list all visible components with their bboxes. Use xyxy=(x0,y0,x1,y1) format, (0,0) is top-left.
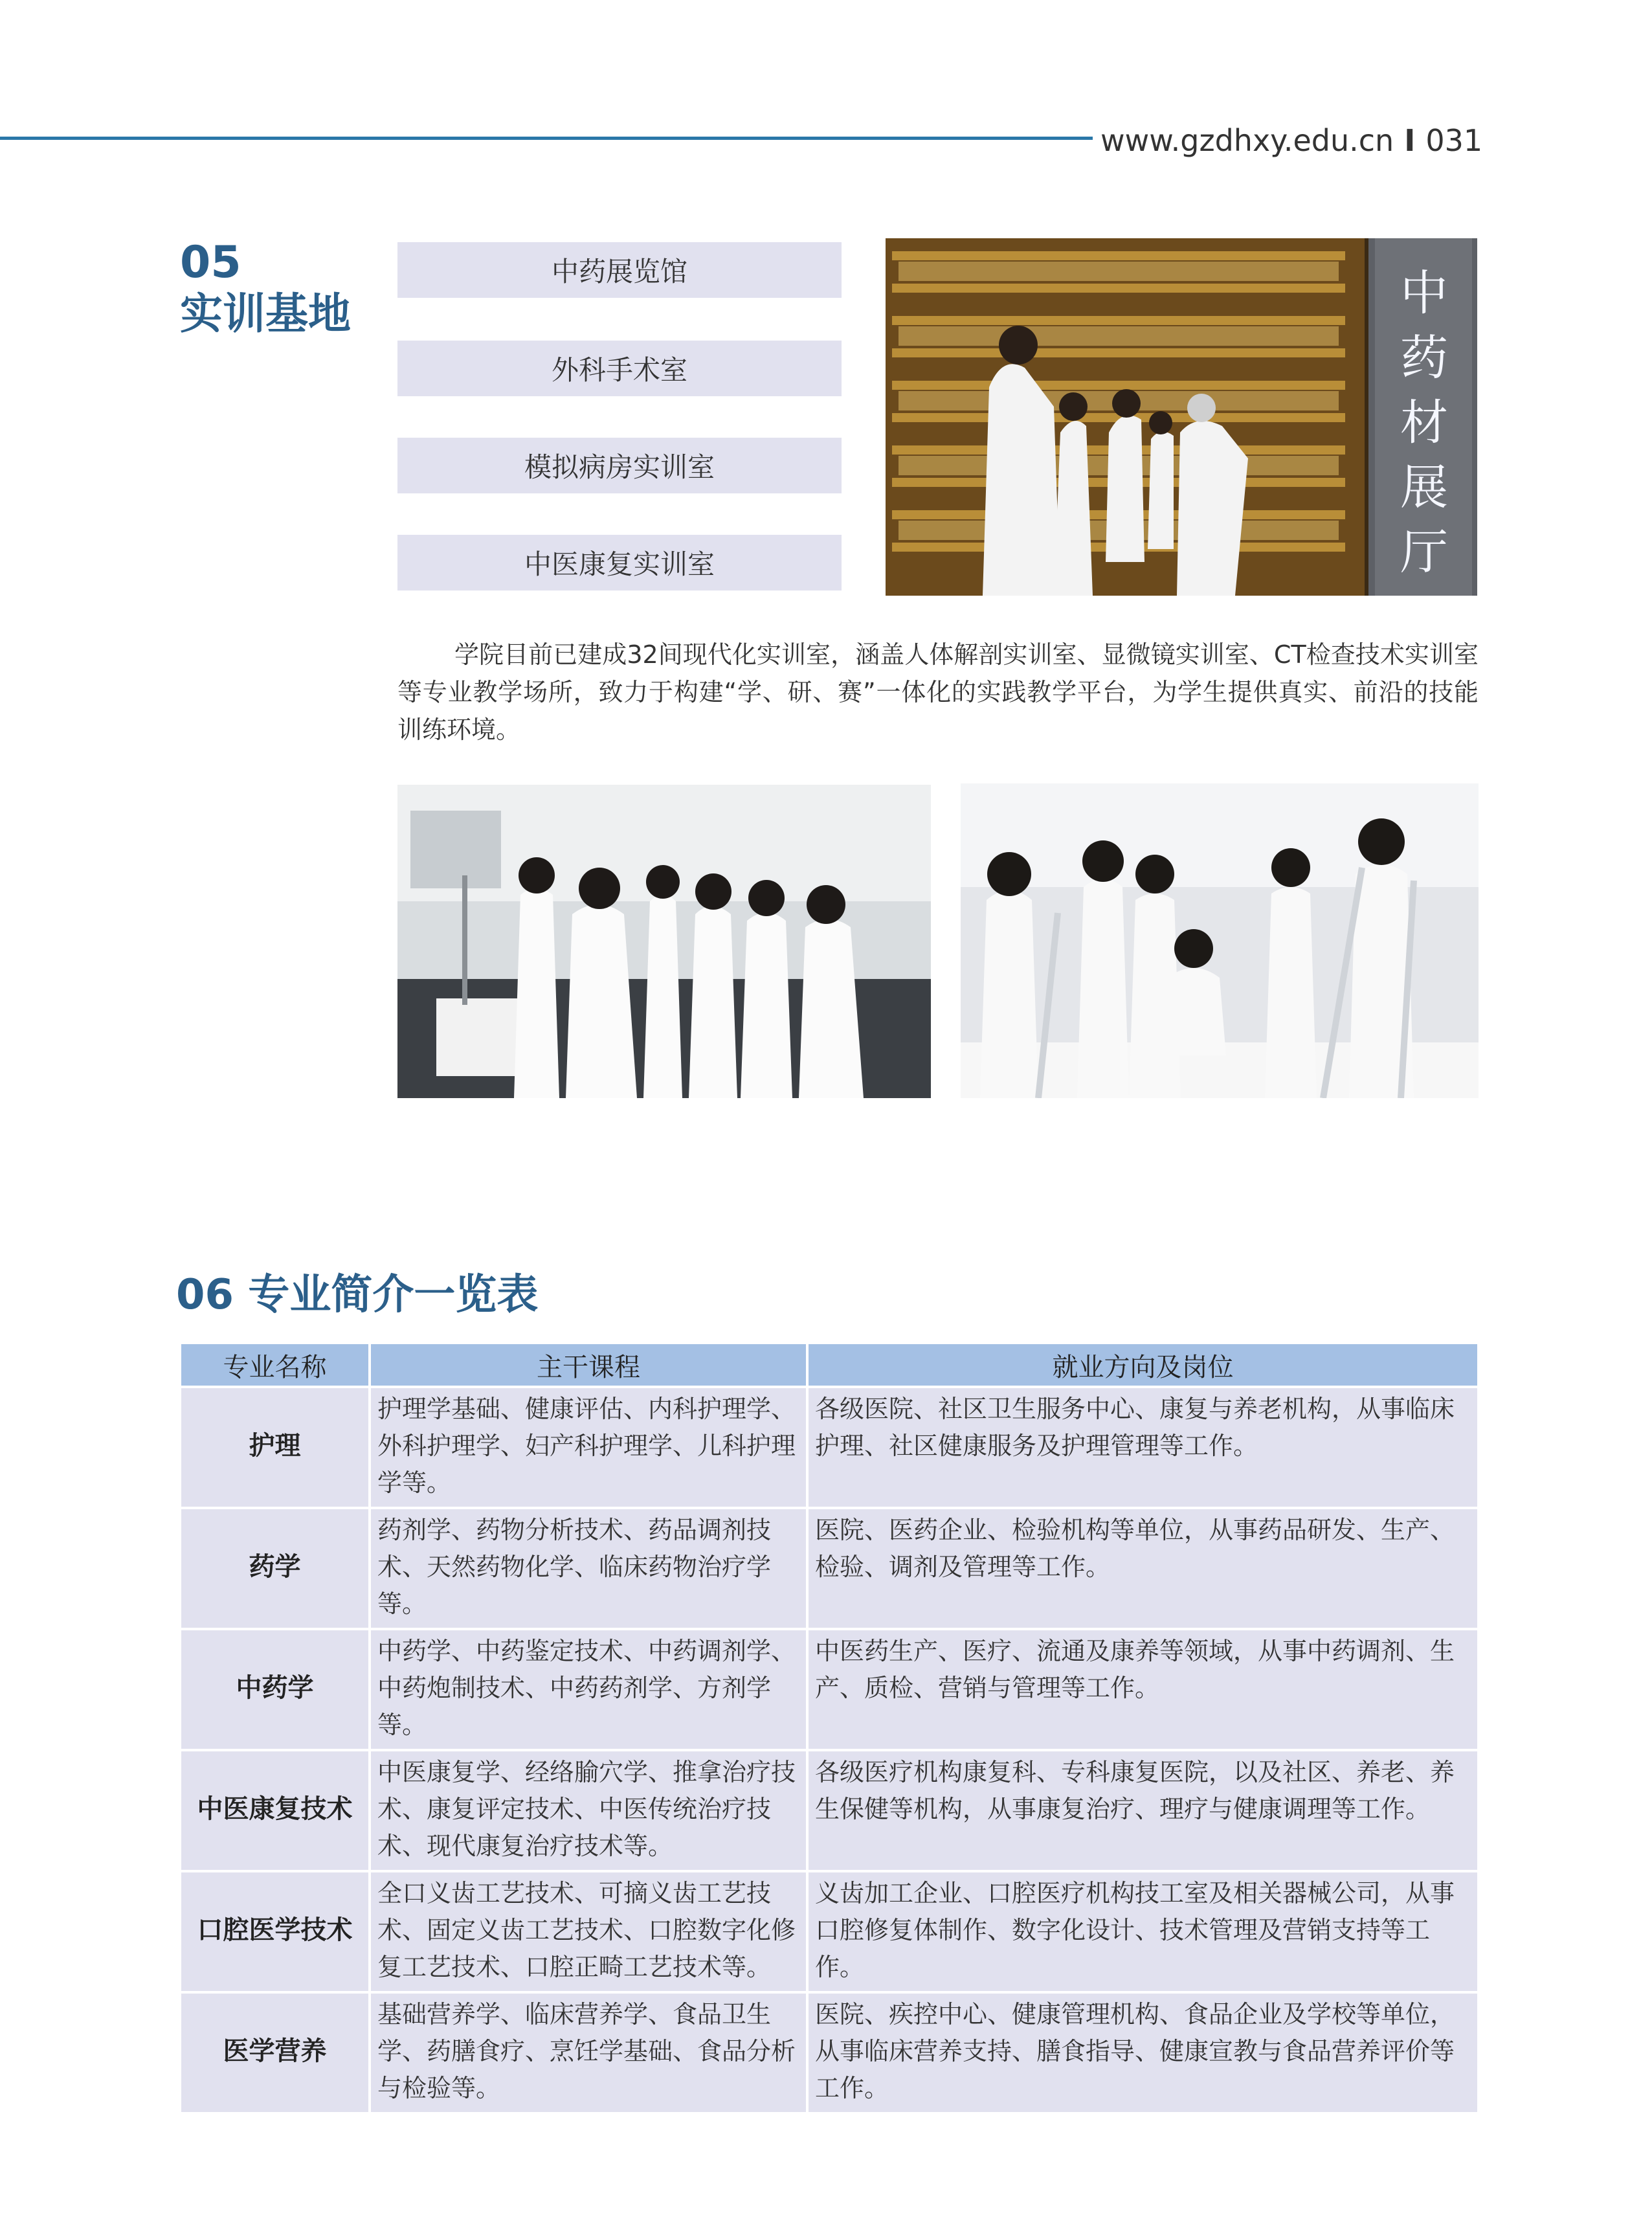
major-courses: 中医康复学、经络腧穴学、推拿治疗技术、康复评定技术、中医传统治疗技术、现代康复治疗技术等。 xyxy=(371,1751,806,1870)
section-06-title: 06 专业简介一览表 xyxy=(176,1271,539,1319)
photo-pharmacy-lab xyxy=(397,785,931,1098)
header-rule xyxy=(0,137,1093,140)
sign-char-2: 药 xyxy=(1400,330,1448,386)
major-jobs: 医院、医药企业、检验机构等单位，从事药品研发、生产、检验、调剂及管理等工作。 xyxy=(809,1509,1477,1628)
section-05-title: 实训基地 xyxy=(180,289,351,339)
major-name: 口腔医学技术 xyxy=(181,1872,368,1991)
major-name: 中医康复技术 xyxy=(181,1751,368,1870)
major-name: 护理 xyxy=(181,1388,368,1507)
major-courses: 药剂学、药物分析技术、药品调剂技术、天然药物化学、临床药物治疗学等。 xyxy=(371,1509,806,1628)
major-name: 药学 xyxy=(181,1509,368,1628)
header-employment: 就业方向及岗位 xyxy=(809,1344,1477,1386)
photo-herbal-exhibition-hall xyxy=(886,238,1477,596)
table-row xyxy=(181,1872,1477,1991)
major-jobs: 医院、疾控中心、健康管理机构、食品企业及学校等单位，从事临床营养支持、膳食指导、健康宣教与食品营养评价等工作。 xyxy=(809,1994,1477,2112)
header-major-name: 专业名称 xyxy=(181,1344,368,1386)
training-base-description: 学院目前已建成32间现代化实训室，涵盖人体解剖实训室、显微镜实训室、CT检查技术实训室等专业教学场所，致力于构建“学、研、赛”一体化的实践教学平台，为学生提供真实、前沿的技能训练环境。 xyxy=(397,640,1479,744)
base-box-herbal-museum: 中药展览馆 xyxy=(397,242,842,298)
header-separator: I xyxy=(1404,123,1416,158)
sign-char-1: 中 xyxy=(1400,265,1448,321)
major-name: 中药学 xyxy=(181,1630,368,1749)
table-row xyxy=(181,1994,1477,2112)
table-header-row xyxy=(181,1344,1477,1386)
major-courses: 中药学、中药鉴定技术、中药调剂学、中药炮制技术、中药药剂学、方剂学等。 xyxy=(371,1630,806,1749)
header-main-courses: 主干课程 xyxy=(371,1344,806,1386)
page-header xyxy=(1100,123,1482,158)
site-url[interactable]: www.gzdhxy.edu.cn xyxy=(1100,123,1394,158)
major-name: 医学营养 xyxy=(181,1994,368,2112)
page-number: 031 xyxy=(1425,123,1483,158)
major-jobs: 义齿加工企业、口腔医疗机构技工室及相关器械公司，从事口腔修复体制作、数字化设计、技术管理及营销支持等工作。 xyxy=(809,1872,1477,1991)
base-box-simulated-ward: 模拟病房实训室 xyxy=(397,438,842,493)
major-courses: 全口义齿工艺技术、可摘义齿工艺技术、固定义齿工艺技术、口腔数字化修复工艺技术、口腔正畸工艺技术等。 xyxy=(371,1872,806,1991)
table-row xyxy=(181,1388,1477,1507)
sign-char-5: 厅 xyxy=(1400,524,1448,580)
major-courses: 护理学基础、健康评估、内科护理学、外科护理学、妇产科护理学、儿科护理学等。 xyxy=(371,1388,806,1507)
major-jobs: 各级医院、社区卫生服务中心、康复与养老机构，从事临床护理、社区健康服务及护理管理等工作。 xyxy=(809,1388,1477,1507)
majors-table xyxy=(179,1342,1480,2115)
sign-char-4: 展 xyxy=(1400,460,1448,515)
table-row xyxy=(181,1509,1477,1628)
base-box-tcm-rehab-room: 中医康复实训室 xyxy=(397,535,842,590)
major-jobs: 中医药生产、医疗、流通及康养等领域，从事中药调剂、生产、质检、营销与管理等工作。 xyxy=(809,1630,1477,1749)
major-courses: 基础营养学、临床营养学、食品卫生学、药膳食疗、烹饪学基础、食品分析与检验等。 xyxy=(371,1994,806,2112)
base-box-surgery-room: 外科手术室 xyxy=(397,341,842,396)
major-jobs: 各级医疗机构康复科、专科康复医院，以及社区、养老、养生保健等机构，从事康复治疗、理疗与健康调理等工作。 xyxy=(809,1751,1477,1870)
sign-char-3: 材 xyxy=(1400,395,1448,451)
table-row xyxy=(181,1630,1477,1749)
table-row xyxy=(181,1751,1477,1870)
section-05-number: 05 xyxy=(180,237,241,288)
photo-rehab-lab xyxy=(961,783,1479,1098)
